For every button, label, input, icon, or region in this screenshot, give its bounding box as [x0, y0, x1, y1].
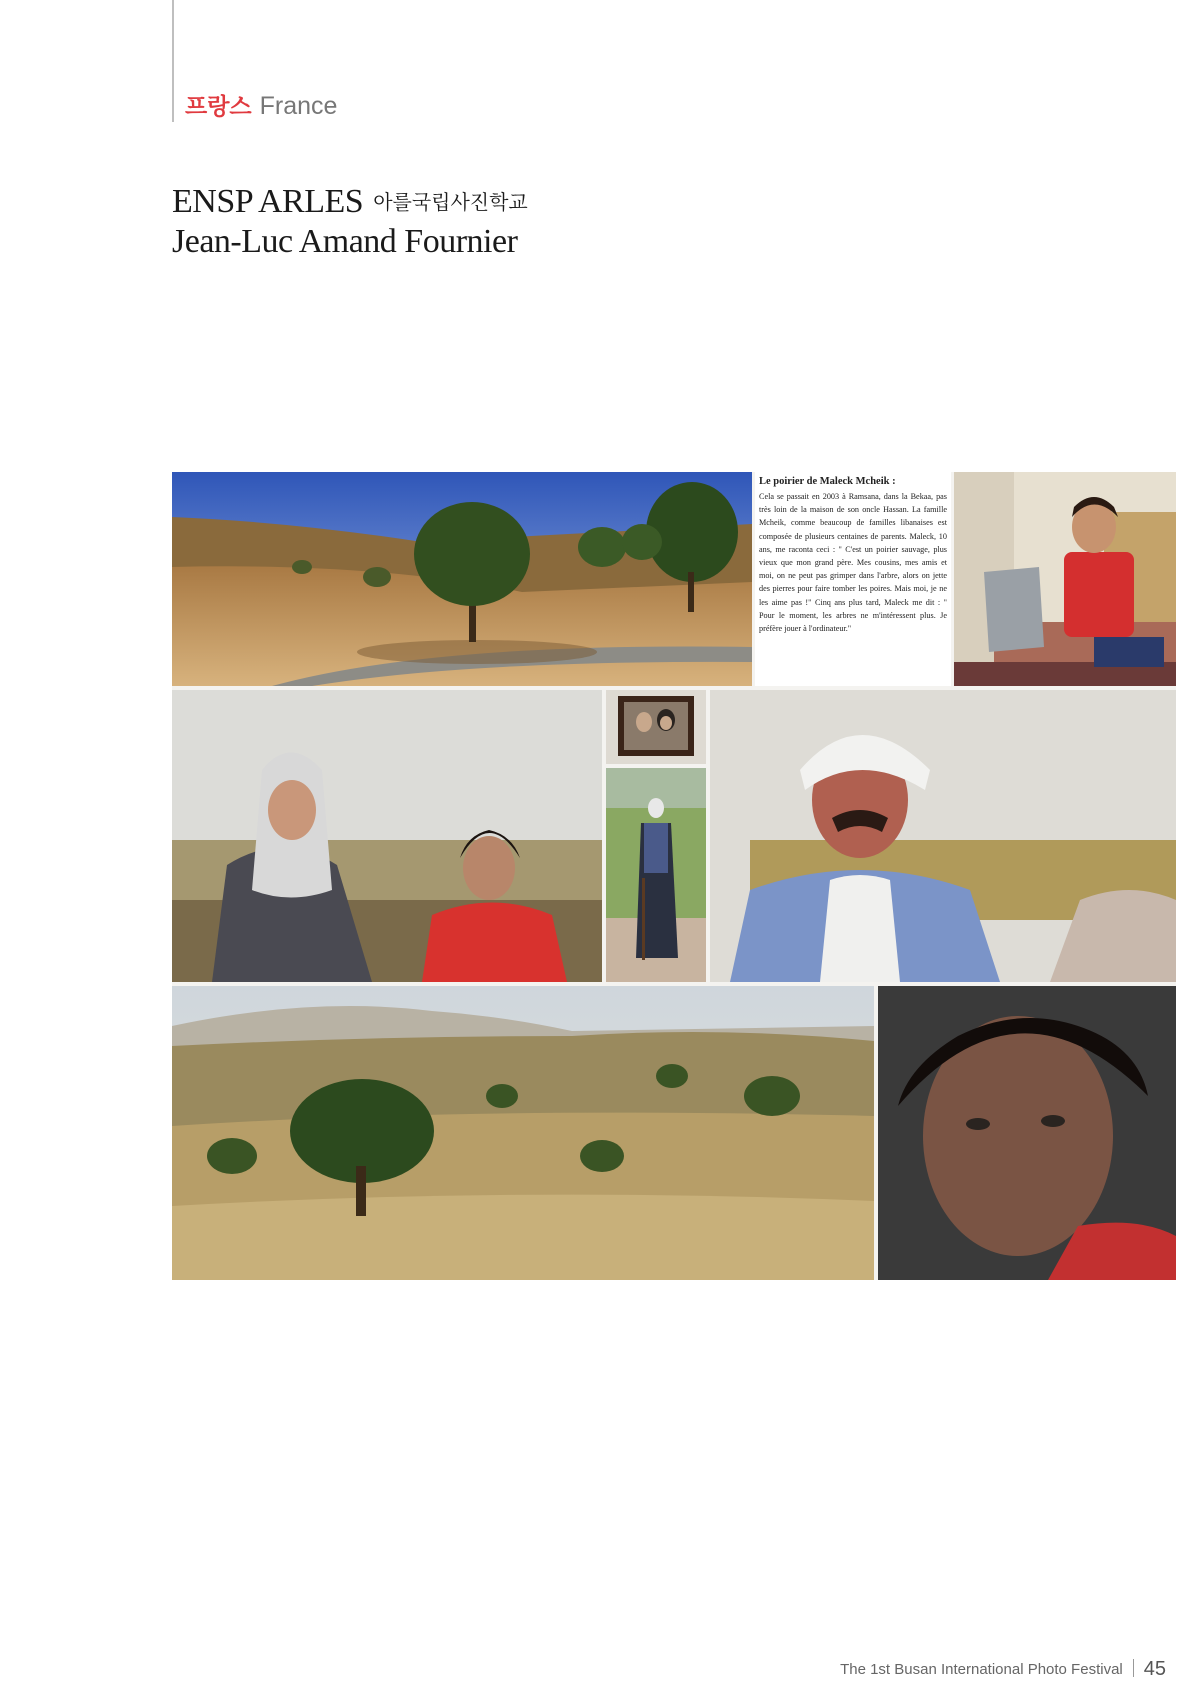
country-korean: 프랑스: [185, 94, 252, 120]
photo-pear-tree-landscape: [172, 472, 752, 686]
story-title: Le poirier de Maleck Mcheik :: [759, 476, 896, 487]
school-name-korean: 아를국립사진학교: [373, 190, 528, 214]
photo-hillside-landscape: [172, 986, 874, 1280]
photo-framed-portrait: [606, 690, 706, 764]
photo-spread: [172, 472, 1176, 1280]
festival-name: The 1st Busan International Photo Festival: [840, 1661, 1123, 1678]
page-footer: [840, 1658, 1166, 1681]
country-english: France: [259, 92, 338, 120]
photo-man-with-white-headscarf: [710, 690, 1176, 982]
story-text-panel: [755, 472, 951, 686]
country-label: [185, 90, 337, 123]
school-title: [172, 182, 528, 222]
header-divider-line: [172, 0, 174, 122]
photo-boy-closeup: [878, 986, 1176, 1280]
photo-boy-with-laptop: [954, 472, 1176, 686]
school-name: ENSP ARLES: [172, 183, 364, 220]
photo-grandmother-with-cane: [606, 768, 706, 982]
footer-divider: [1133, 1659, 1134, 1677]
page-number: 45: [1143, 1658, 1166, 1680]
story-body: Cela se passait en 2003 à Ramsana, dans la Bekaa, pas très loin de la maison de son oncle Hassan. La famille Mcheik, comme beaucoup de familles libanaises est composée de plusieurs centaines de parents. Maleck, 10 ans, me raconta ceci : " C'est un poirier sauvage, plus vieux que mon grand père. Mes cousins, mes amis et moi, on ne peut pas grimper dans l'arbre, alors on jette des pierres pour faire tomber les poires. Mais moi, je ne les aime pas !" Cinq ans plus tard, Maleck me dit : " Pour le moment, les arbres ne m'intéressent plus. Je préfère jouer à l'ordinateur.": [759, 492, 947, 634]
photo-mother-and-son: [172, 690, 602, 982]
artist-name: Jean-Luc Amand Fournier: [172, 223, 518, 260]
